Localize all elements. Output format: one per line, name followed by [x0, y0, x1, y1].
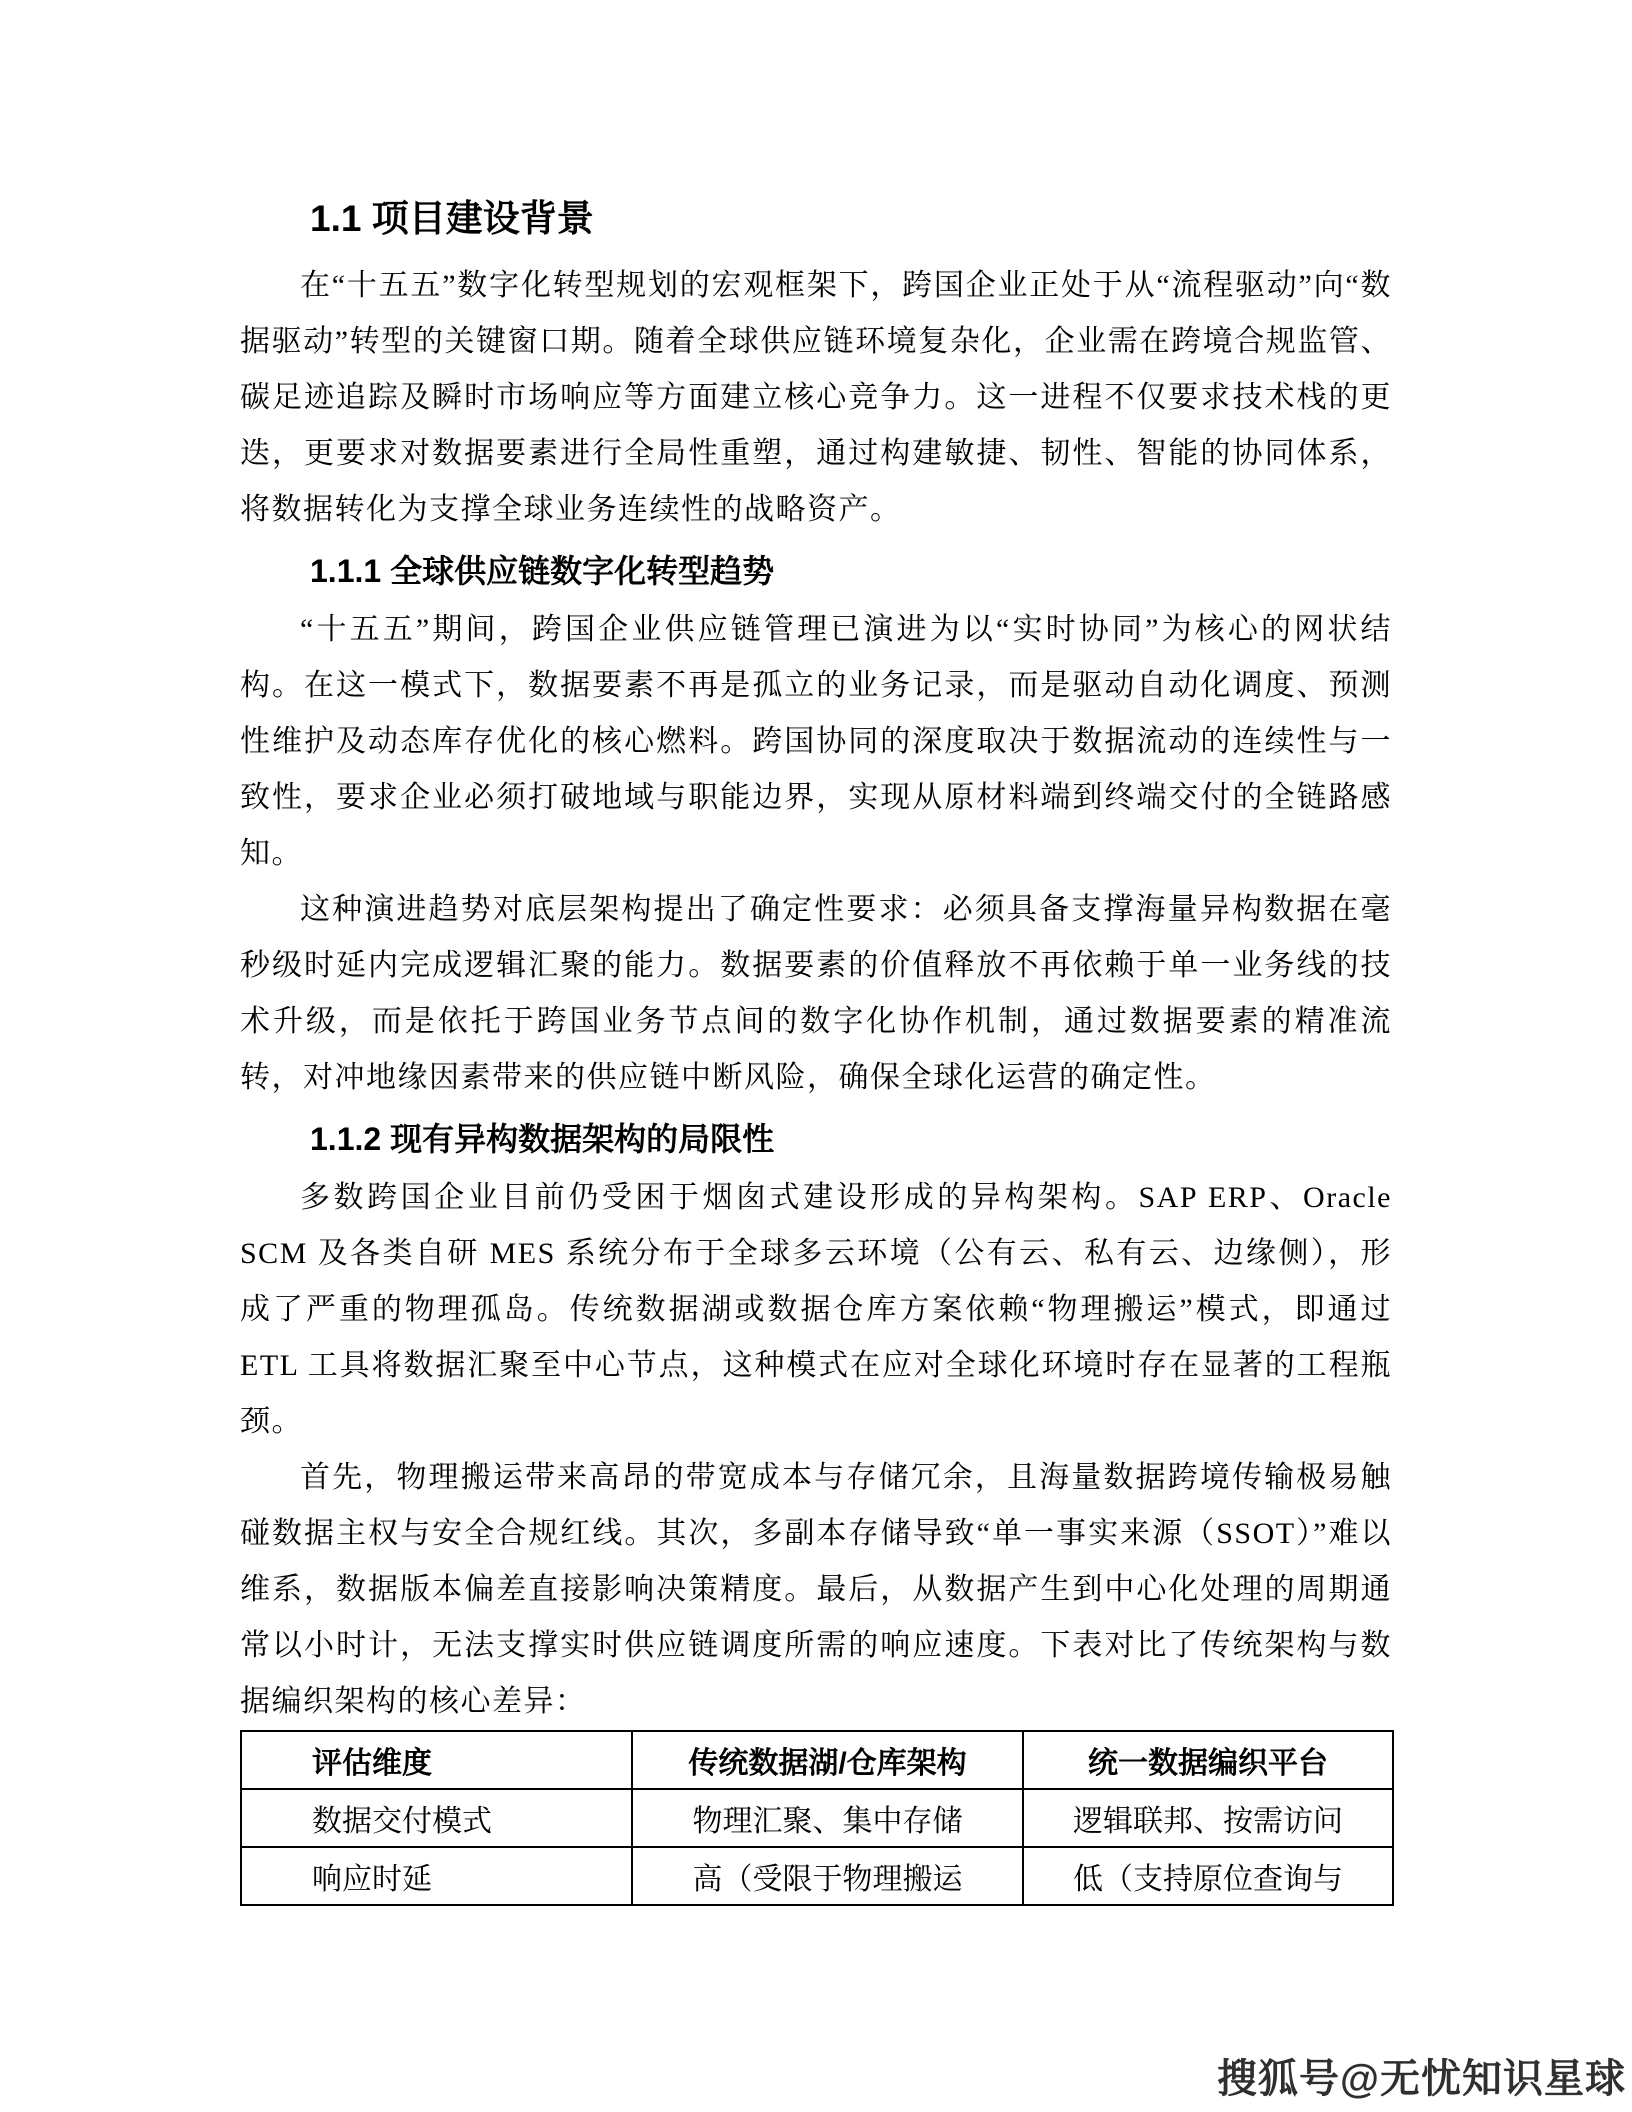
paragraph-physical-transfer-issues: 首先，物理搬运带来高昂的带宽成本与存储冗余，且海量数据跨境传输极易触碰数据主权与安全合规红线。其次，多副本存储导致“单一事实来源（SSOT）”难以维系，数据版本偏差直接影响决策精度。最后，从数据产生到中心化处理的周期通常以小时计，无法支撑实时供应链调度所需的响应速度。下表对比了传统架构与数据编织架构的核心差异： — [240, 1461, 1392, 1718]
table-header-row — [241, 1731, 1393, 1789]
paragraph-architecture-requirement: 这种演进趋势对底层架构提出了确定性要求：必须具备支撑海量异构数据在毫秒级时延内完成逻辑汇聚的能力。数据要素的价值释放不再依赖于单一业务线的技术升级，而是依托于跨国业务节点间的数字化协作机制，通过数据要素的精准流转，对冲地缘因素带来的供应链中断风险，确保全球化运营的确定性。 — [240, 893, 1392, 1094]
table-cell-unified: 低（支持原位查询与 — [1023, 1847, 1393, 1905]
table-cell-dimension: 响应时延 — [241, 1847, 632, 1905]
sohu-watermark: 搜狐号@无忧知识星球 — [1216, 2057, 1626, 2101]
table-header-traditional: 传统数据湖/仓库架构 — [632, 1731, 1023, 1789]
paragraph-heterogeneous-limitations: 多数跨国企业目前仍受困于烟囱式建设形成的异构架构。SAP ERP、Oracle SCM 及各类自研 MES 系统分布于全球多云环境（公有云、私有云、边缘侧），形成了严重的物理孤岛。传统数据湖或数据仓库方案依赖“物理搬运”模式，即通过 ETL 工具将数据汇聚至中心节点，这种模式在应对全球化环境时存在显著的工程瓶颈。 — [240, 1181, 1392, 1438]
table-header-unified: 统一数据编织平台 — [1023, 1731, 1393, 1789]
table-header-dimension: 评估维度 — [241, 1731, 632, 1789]
section-heading-1-1-1: 1.1.1 全球供应链数字化转型趋势 — [310, 553, 775, 589]
section-heading-1-1-2: 1.1.2 现有异构数据架构的局限性 — [310, 1121, 775, 1157]
table-cell-dimension: 数据交付模式 — [241, 1789, 632, 1847]
table-row-latency — [241, 1847, 1393, 1905]
table-row-delivery-mode — [241, 1789, 1393, 1847]
table-cell-unified: 逻辑联邦、按需访问 — [1023, 1789, 1393, 1847]
paragraph-background-intro: 在“十五五”数字化转型规划的宏观框架下，跨国企业正处于从“流程驱动”向“数据驱动”转型的关键窗口期。随着全球供应链环境复杂化，企业需在跨境合规监管、碳足迹追踪及瞬时市场响应等方面建立核心竞争力。这一进程不仅要求技术栈的更迭，更要求对数据要素进行全局性重塑，通过构建敏捷、韧性、智能的协同体系，将数据转化为支撑全球业务连续性的战略资产。 — [240, 269, 1392, 526]
comparison-table — [240, 1730, 1394, 1906]
table-cell-traditional: 物理汇聚、集中存储 — [632, 1789, 1023, 1847]
paragraph-supply-chain-trend: “十五五”期间，跨国企业供应链管理已演进为以“实时协同”为核心的网状结构。在这一模式下，数据要素不再是孤立的业务记录，而是驱动自动化调度、预测性维护及动态库存优化的核心燃料。跨国协同的深度取决于数据流动的连续性与一致性，要求企业必须打破地域与职能边界，实现从原材料端到终端交付的全链路感知。 — [240, 613, 1392, 870]
table-cell-traditional: 高（受限于物理搬运 — [632, 1847, 1023, 1905]
section-heading-1-1: 1.1 项目建设背景 — [310, 198, 594, 239]
